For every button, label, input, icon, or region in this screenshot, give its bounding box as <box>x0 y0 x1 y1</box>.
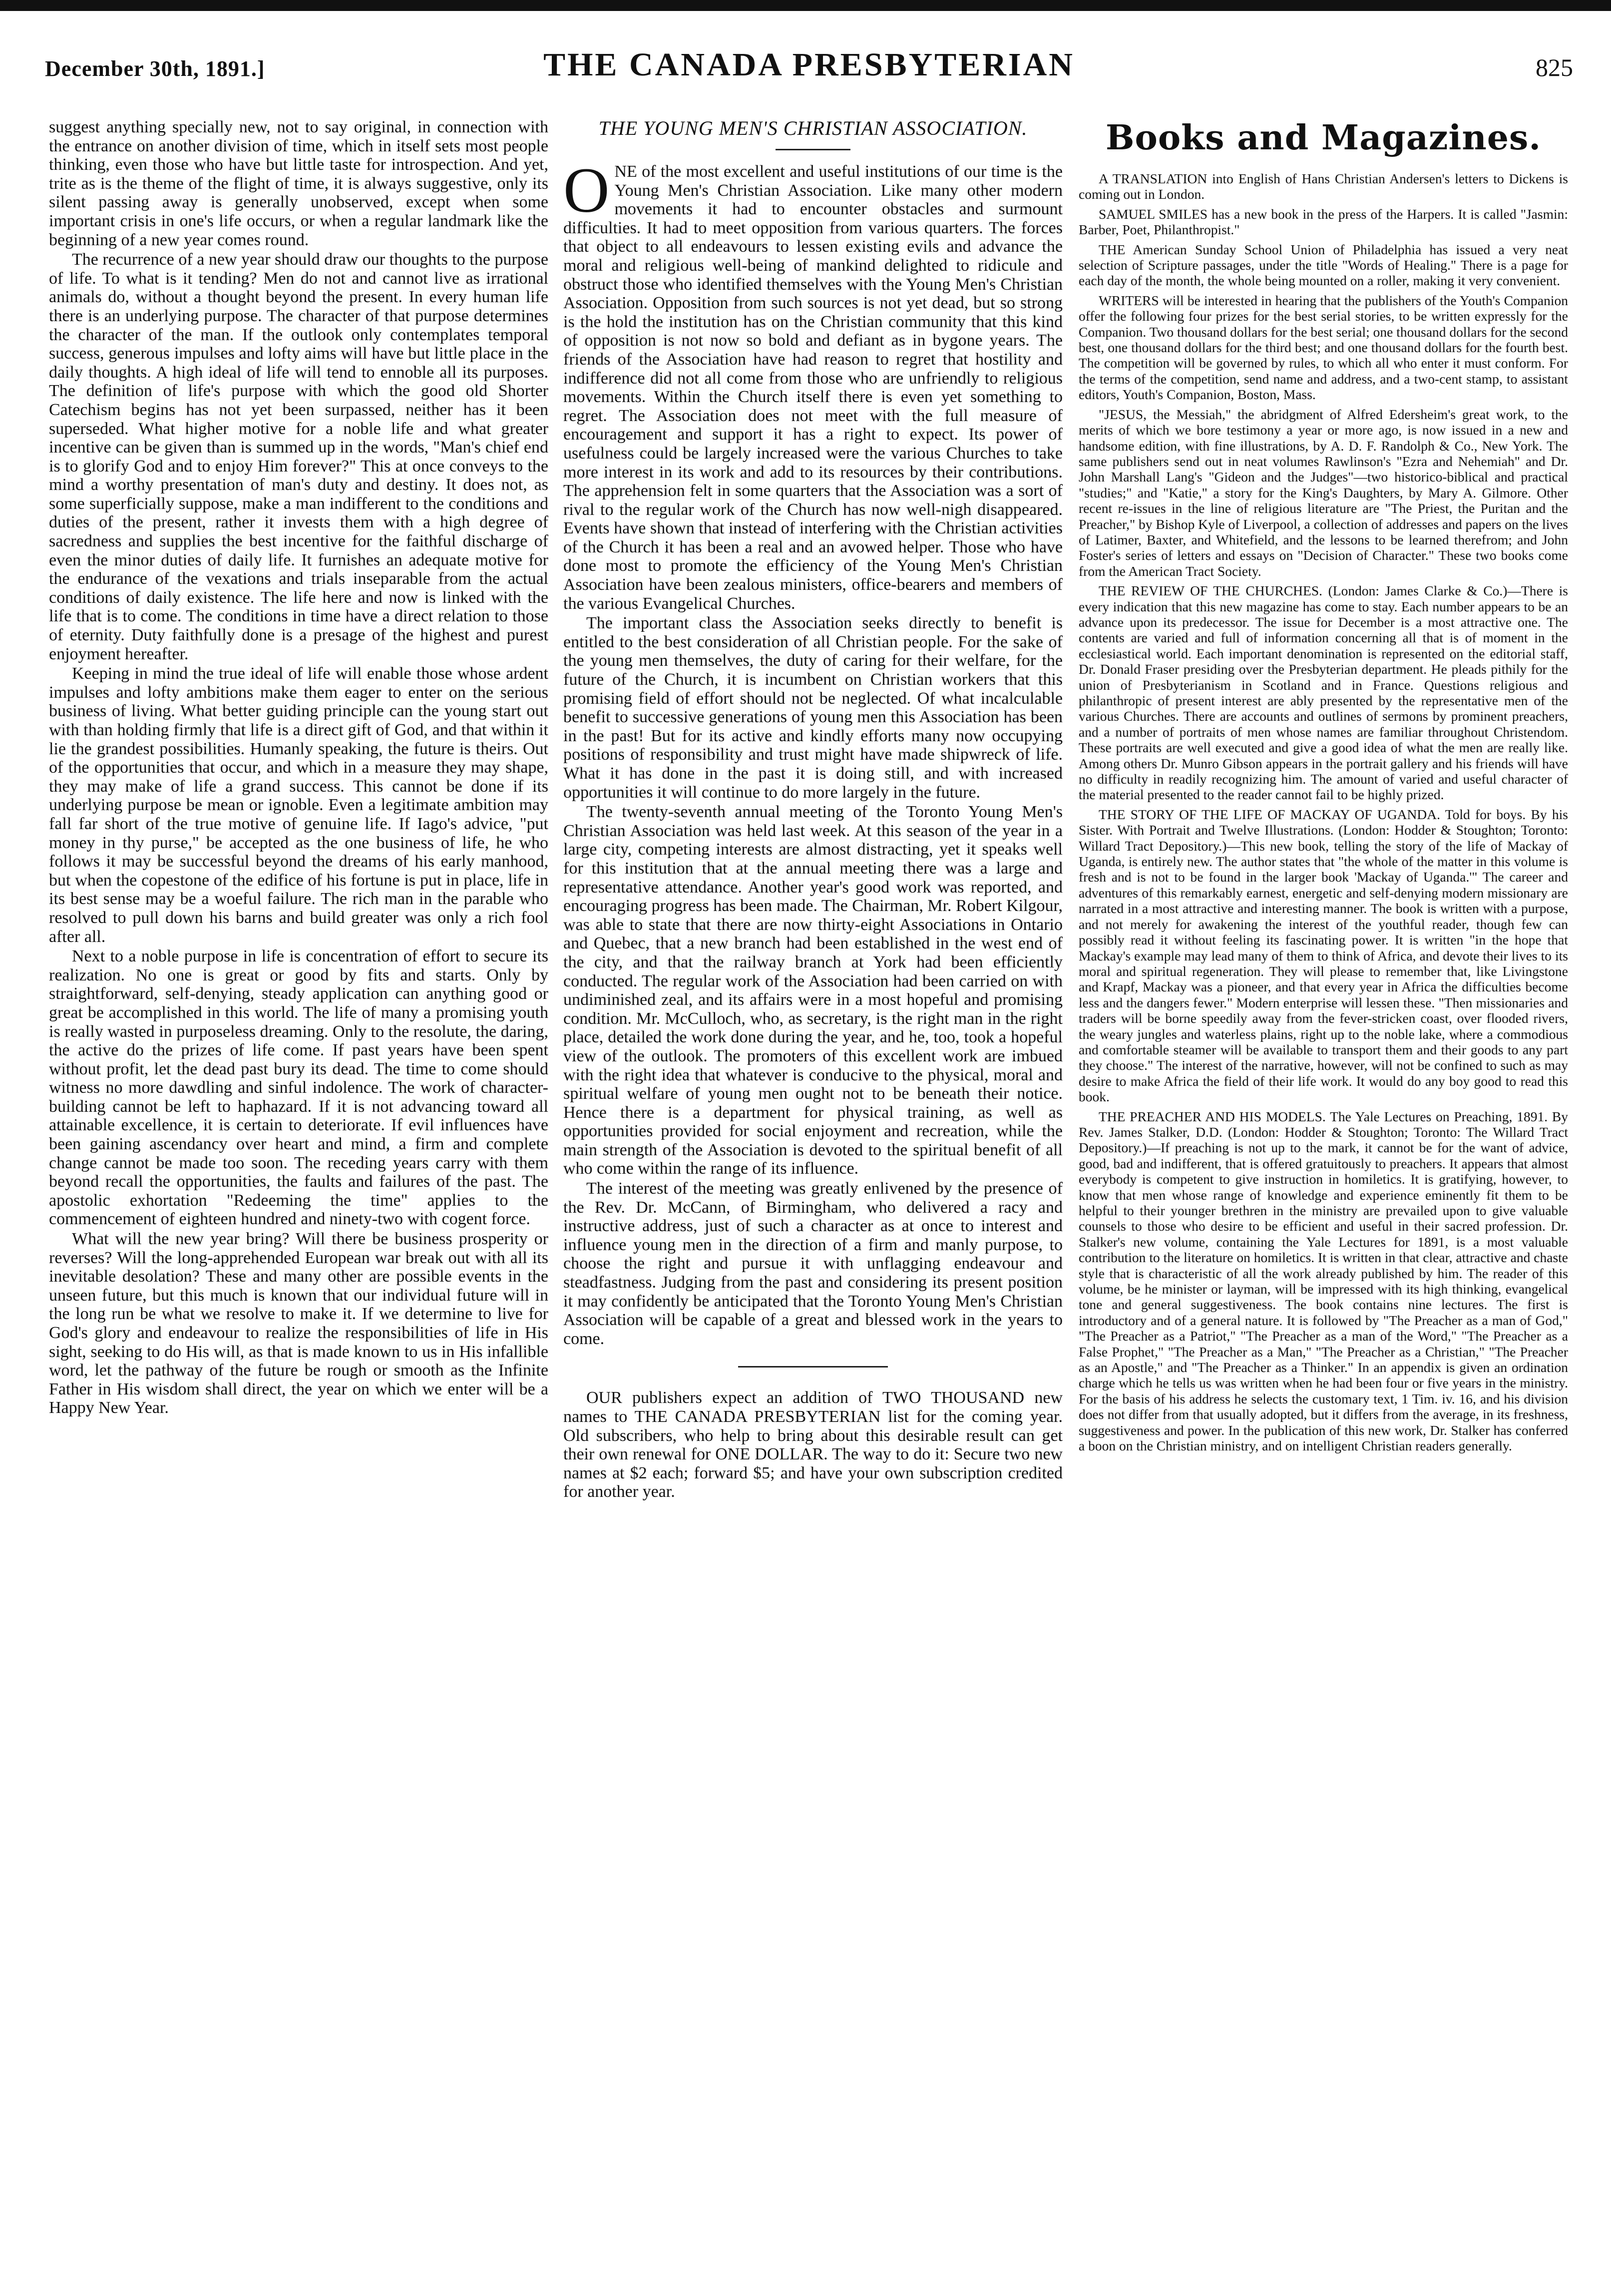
section-heading: Books and Magazines. <box>1105 118 1542 158</box>
paragraph: Keeping in mind the true ideal of life will enable those whose ardent impulses and lofty ambitions make them eager to enter on the serious business of living. What better guiding principle can the young start out with than holding firmly that life is a direct gift of God, and that within it lie the grandest possibilities. Humanly speaking, the future is theirs. Out of the opportunities that occur, and which in a measure they may shape, they may make of life a grand success. This cannot be done if its underlying purpose be mean or ignoble. Even a legitimate ambition may fall far short of the true motive of genuine life. If Iago's advice, "put money in thy purse," be accepted as the one business of life, he who follows it may be successful beyond the dreams of his early manhood, but when the copestone of the edifice of his fortune is put in place, life in its best sense may be a woeful failure. The rich man in the parable who resolved to pull down his barns and build greater was only a rich fool after all. <box>49 664 548 946</box>
masthead-title: THE CANADA PRESBYTERIAN <box>543 46 1075 83</box>
publisher-notice: OUR publishers expect an addition of TWO THOUSAND new names to THE CANADA PRESBYTERIAN list for the coming year. Old subscribers, who help to bring about this desirable result can get their own renewal for ONE DOLLAR. The way to do it: Secure two new names at $2 each; forward $5; and have your own subscription credited for another year. <box>563 1388 1063 1501</box>
book-note: A TRANSLATION into English of Hans Christian Andersen's letters to Dickens is coming out in London. <box>1079 171 1568 202</box>
book-review: THE STORY OF THE LIFE OF MACKAY OF UGANDA. Told for boys. By his Sister. With Portrait and Twelve Illustrations. (London: Hodder & Stoughton; Toronto: Willard Tract Depository.)—This new book, telling the story of the life of Mackay of Uganda, is entirely new. The author states that "the whole of the matter in this volume is fresh and is not to be found in the larger book 'Mackay of Uganda.'" The career and adventures of this remarkably earnest, energetic and self-denying modern missionary are narrated in a most attractive and interesting manner. The book is written with a purpose, and not merely for awakening the interest of the youthful reader, though few can possibly read it without feeling its fascinating power. It is written "in the hope that Mackay's example may lead many of them to think of Africa, and devote their lives to its moral and spiritual regeneration. They will please to remember that, like Livingstone and Krapf, Mackay was a pioneer, and that every year in Africa the difficulties become less and the dangers fewer." Modern enterprise will lessen these. "Then missionaries and traders will be borne speedily away from the fever-stricken coast, over flooded rivers, the weary jungles and waterless plains, right up to the noble lake, where a commodious and comfortable steamer will be available to transport them and their goods to any part they choose." The interest of the narrative, however, will not be confined to such as may desire to make Africa the field of their life work. It would do any boy good to read this book. <box>1079 806 1568 1105</box>
paragraph: The twenty-seventh annual meeting of the Toronto Young Men's Christian Association was held last week. At this season of the year in a large city, competing interests are almost distracting, yet it speaks well for this institution that at the annual meeting there was a large and representative attendance. Another year's good work was reported, and encouraging progress has been made. The Chairman, Mr. Robert Kilgour, was able to state that there are now thirty-eight Associations in Ontario and Quebec, that a new branch had been established in the west end of the city, and that the railway branch at York had been efficiently conducted. The regular work of the Association had been carried on with undiminished zeal, and its affairs were in a most hopeful and promising condition. Mr. McCulloch, who, as secretary, is the right man in the right place, detailed the work done during the year, and he, too, took a hopeful view of the outlook. The promoters of this excellent work are imbued with the right idea that whatever is conducive to the physical, moral and spiritual welfare of young men ought not to be beneath their notice. Hence there is a department for physical training, as well as opportunities provided for social enjoyment and recreation, while the main strength of the Association is devoted to the spiritual benefit of all who come within the range of its influence. <box>563 803 1063 1178</box>
column-editorial <box>49 118 548 2281</box>
page-header <box>45 31 1573 86</box>
book-note: THE American Sunday School Union of Philadelphia has issued a very neat selection of Scripture passages, under the title "Words of Healing." There is a page for each day of the month, the whole being mounted on a roller, making it very convenient. <box>1079 241 1568 289</box>
paragraph <box>563 155 1063 613</box>
drop-cap: O <box>563 155 610 226</box>
book-note: SAMUEL SMILES has a new book in the press of the Harpers. It is called "Jasmin: Barber, Poet, Philanthropist." <box>1079 206 1568 238</box>
issue-date: December 30th, 1891.] <box>45 56 265 81</box>
column-ymca-article <box>563 118 1063 2281</box>
column-books-magazines <box>1079 118 1568 2281</box>
divider <box>776 149 850 150</box>
book-review: THE PREACHER AND HIS MODELS. The Yale Lectures on Preaching, 1891. By Rev. James Stalker, D.D. (London: Hodder & Stoughton; Toronto: The Willard Tract Depository.)—If preaching is not up to the mark, it cannot be for the want of advice, good, bad and indifferent, that is offered gratuitously to preachers. It appears that almost everybody is competent to give instruction in homiletics. It is gratifying, however, to know that men whose range of knowledge and experience eminently fit them to be helpful to their younger brethren in the ministry are prevailed upon to give valuable counsels to those who desire to be efficient and useful in their sacred profession. Dr. Stalker's new volume, containing the Yale Lectures for 1891, is a most valuable contribution to the literature on homiletics. It is written in that clear, attractive and chaste style that is characteristic of all the work already published by him. The reader of this volume, be he minister or layman, will be impressed with its high thinking, evangelical tone and general suggestiveness. The book contains nine lectures. The first is introductory and of a general nature. It is followed by "The Preacher as a man of God," "The Preacher as a Patriot," "The Preacher as a man of the Word," "The Preacher as a False Prophet," "The Preacher as a Man," "The Preacher as a Christian," "The Preacher as an Apostle," and "The Preacher as a Thinker." In an appendix is given an ordination charge which he tells us was written when he had been four or five years in the ministry. For the basis of his address he selects the customary text, 1 Tim. iv. 16, and his division does not differ from that usually adopted, but it differs from the average, in its freshness, suggestiveness and power. In the publication of this new work, Dr. Stalker has conferred a boon on the Christian ministry, and on intelligent Christian readers generally. <box>1079 1108 1568 1454</box>
paragraph: Next to a noble purpose in life is concentration of effort to secure its realization. No one is great or good by fits and starts. Only by straightforward, self-denying, steady application can anything good or great be accomplished in this world. The life of many a promising youth is really wasted in purposeless dreaming. Only to the resolute, the daring, the active do the prizes of life come. If past years have been spent without profit, let the dead past bury its dead. The time to come should witness no more dawdling and sinful indolence. The work of character-building cannot be left to haphazard. If it is not advancing toward all attainable excellence, it is certain to deteriorate. If evil influences have been gaining ascendancy over heart and mind, a firm and complete change cannot be made too soon. The receding years carry with them beyond recall the opportunities, the faults and failures of the past. The apostolic exhortation "Redeeming the time" applies to the commencement of eighteen hundred and ninety-two with cogent force. <box>49 947 548 1229</box>
article-heading: THE YOUNG MEN'S CHRISTIAN ASSOCIATION. <box>598 118 1028 139</box>
top-border <box>0 0 1611 11</box>
paragraph: The interest of the meeting was greatly enlivened by the presence of the Rev. Dr. McCann, of Birmingham, who delivered a racy and instructive address, just of such a character as at once to interest and influence young men in the direction of a firm and manly purpose, to choose the right and pursue it with unflagging endeavour and steadfastness. Judging from the past and considering its present position it may confidently be anticipated that the Toronto Young Men's Christian Association will be capable of a great and blessed work in the years to come. <box>563 1179 1063 1348</box>
paragraph: What will the new year bring? Will there be business prosperity or reverses? Will the long-apprehended European war break out with all its inevitable desolation? These and many other are possible events in the unseen future, but this much is known that our individual future will in the long run be what we resolve to make it. If we determine to live for God's glory and endeavour to realize the responsibilities of life in His sight, seeking to do His will, as that is made known to us in His infallible word, let the pathway of the future be rough or smooth as the Infinite Father in His wisdom shall direct, the year on which we enter will be a Happy New Year. <box>49 1230 548 1417</box>
first-paragraph-text: NE of the most excellent and useful institutions of our time is the Young Men's Christian Association. Like many other modern movements it had to encounter obstacles and surmount difficulties. It had to meet opposition from various quarters. The forces that object to all endeavours to lessen existing evils and advance the moral and religious well-being of mankind delighted to ridicule and obstruct those who identified themselves with the Young Men's Christian Association. Opposition from such sources is not yet dead, but so strong is the hold the institution has on the Christian community that this kind of opposition is not now so bold and defiant as in bygone years. The friends of the Association have had reason to regret that hostility and indifference did not all come from those who are unfriendly to religious movements. Within the Church itself there is even yet something to regret. The Association does not meet with the full measure of encouragement and support it has a right to expect. Its power of usefulness could be largely increased were the various Churches to take more interest in its work and add to its resources by their contributions. The apprehension felt in some quarters that the Association was a sort of rival to the regular work of the Church has now well-nigh disappeared. Events have shown that instead of interfering with the Christian activities of the Church it has been a real and an avowed helper. Those who have done most to promote the efficiency of the Young Men's Christian Association have been zealous ministers, office-bearers and members of the various Evangelical Churches. <box>563 162 1063 613</box>
paragraph: suggest anything specially new, not to say original, in connection with the entrance on another division of time, which in itself sets most people thinking, even those who have but little taste for introspection. And yet, trite as is the theme of the flight of time, it is always suggestive, only its silent passing away is generally unobserved, except when some important crisis in one's life occurs, or when a regular landmark like the beginning of a new year comes round. <box>49 118 548 249</box>
book-note: WRITERS will be interested in hearing that the publishers of the Youth's Companion offer the following four prizes for the best serial stories, to be written expressly for the Companion. Two thousand dollars for the best serial; one thousand dollars for the second best, one thousand dollars for the third best; and one thousand dollars for the fourth best. The competition will be governed by rules, to which all who enter it must conform. For the terms of the competition, send name and address, and a two-cent stamp, to assistant editors, Youth's Companion, Boston, Mass. <box>1079 292 1568 403</box>
book-note: "JESUS, the Messiah," the abridgment of Alfred Edersheim's great work, to the merits of which we bore testimony a year or more ago, is now issued in a new and handsome edition, with fine illustrations, by A. D. F. Randolph & Co., New York. The same publishers send out in neat volumes Rawlinson's "Ezra and Nehemiah" and Dr. John Marshall Lang's "Gideon and the Judges"—two historico-biblical and practical "studies;" and "Katie," a story for the King's Daughters, by Mary A. Gilmore. Other recent re-issues in the line of religious literature are "The Priest, the Puritan and the Preacher," by Bishop Kyle of Liverpool, a collection of addresses and papers on the lives of Latimer, Baxter, and Whitefield, and the lessons to be learned therefrom; and John Foster's series of letters and essays on "Decision of Character." These two books come from the American Tract Society. <box>1079 406 1568 579</box>
book-review: THE REVIEW OF THE CHURCHES. (London: James Clarke & Co.)—There is every indication that this new magazine has come to stay. Each number appears to be an advance upon its predecessor. The issue for December is a most attractive one. The contents are varied and full of information concerning all that is of moment in the ecclesiastical world. Each important denomination is represented on the editorial staff, Dr. Donald Fraser presiding over the Presbyterian department. He pleads pithily for the union of Presbyterianism in Scotland and in France. Questions religious and philanthropic of present interest are ably presented by the representative men of the various Churches. There are accounts and outlines of sermons by prominent preachers, and a number of portraits of men whose names are familiar throughout Christendom. These portraits are well executed and give a good idea of what the men are really like. Among others Dr. Munro Gibson appears in the portrait gallery and his friends will have no difficulty in readily recognizing him. The amount of varied and useful character of the material presented to the reader cannot fail to be highly prized. <box>1079 583 1568 803</box>
paragraph: The recurrence of a new year should draw our thoughts to the purpose of life. To what is it tending? Men do not and cannot live as irrational animals do, without a thought beyond the present. In every human life there is an underlying purpose. The character of that purpose determines the character of the man. If the outlook only contemplates temporal success, generous impulses and lofty aims will have but little place in the daily thoughts. A high ideal of life will tend to ennoble all its purposes. The definition of life's purpose with which the good old Shorter Catechism begins has not yet been surpassed, neither has it been superseded. What higher motive for a noble life and what greater incentive can be given than is summed up in the words, "Man's chief end is to glorify God and to enjoy Him forever?" This at once conveys to the mind a worthy presentation of man's duty and destiny. It does not, as some superficially suppose, make a man indifferent to the conditions and duties of the present, rather it invests them with a high degree of sacredness and supplies the best incentive for the faithful discharge of even the minor duties of daily life. It furnishes an adequate motive for the endurance of the vexations and trials inseparable from the actual conditions of daily existence. The life here and now is linked with the life that is to come. The conditions in time have a direct relation to those of eternity. Duty faithfully done is a presage of the highest and purest enjoyment hereafter. <box>49 250 548 663</box>
paragraph: The important class the Association seeks directly to benefit is entitled to the best consideration of all Christian people. For the sake of the young men themselves, the duty of caring for their welfare, for the future of the Church, it is incumbent on Christian workers that this promising field of effort should not be neglected. Of what incalculable benefit to successive generations of young men this Association has been in the past! But for its active and kindly efforts many now occupying positions of responsibility and trust might have made shipwreck of life. What it has done in the past it is doing still, and with increased opportunities it will continue to do more largely in the future. <box>563 614 1063 802</box>
page-number: 825 <box>1536 53 1573 81</box>
divider <box>738 1366 888 1368</box>
